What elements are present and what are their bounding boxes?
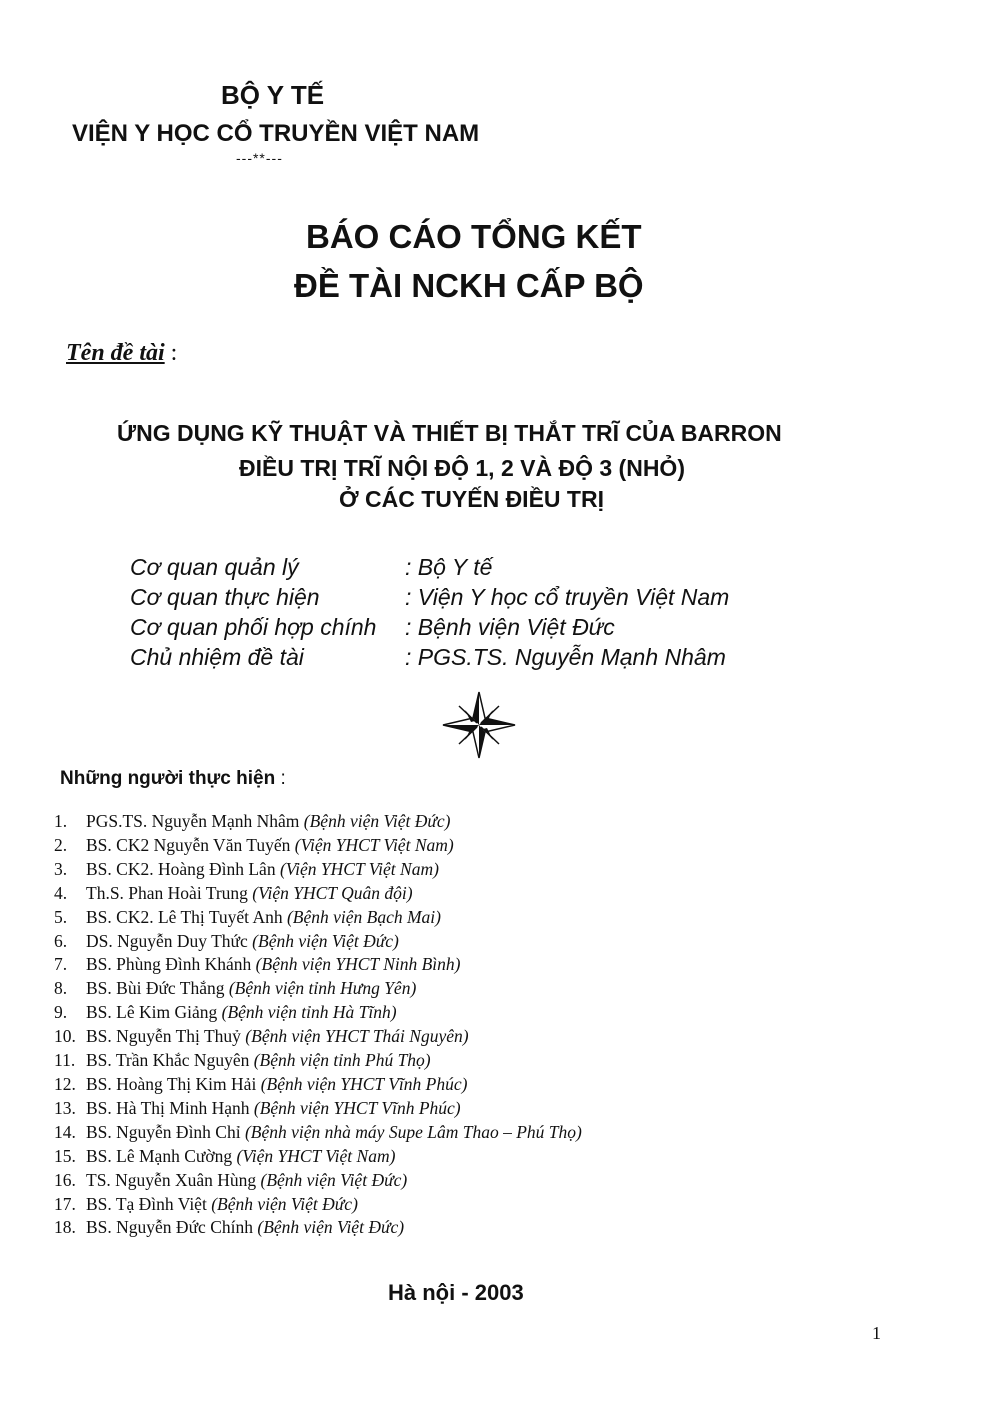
info-label: Chủ nhiệm đề tài [130, 644, 304, 670]
member-name: BS. Lê Kim Giảng [86, 1002, 218, 1023]
list-item [54, 1216, 582, 1240]
item-number: 16. [54, 1169, 76, 1190]
item-number: 8. [54, 978, 68, 999]
item-number: 11. [54, 1050, 76, 1071]
info-row-lead [130, 642, 729, 672]
member-affiliation: (Viện YHCT Việt Nam) [294, 834, 454, 855]
list-item [54, 1001, 582, 1025]
info-row-partner [130, 612, 729, 642]
list-item [54, 810, 582, 834]
member-affiliation: (Bệnh viện YHCT Thái Nguyên) [245, 1026, 469, 1047]
member-name: BS. Hoàng Thị Kim Hải [86, 1073, 257, 1094]
report-title-line-2: ĐỀ TÀI NCKH CẤP BỘ [294, 267, 644, 304]
member-name: Th.S. Phan Hoài Trung [86, 882, 248, 903]
report-title-line-1: BÁO CÁO TỔNG KẾT [306, 218, 642, 255]
member-affiliation: (Bệnh viện YHCT Ninh Bình) [255, 954, 461, 975]
item-number: 13. [54, 1097, 76, 1118]
member-name: BS. Nguyễn Thị Thuỷ [86, 1026, 241, 1047]
list-item [54, 906, 582, 930]
member-name: BS. Nguyễn Đức Chính [86, 1217, 253, 1238]
implementers-heading [60, 768, 286, 790]
list-item [54, 1169, 582, 1193]
list-item [54, 1025, 582, 1049]
member-affiliation: (Bệnh viện YHCT Vĩnh Phúc) [260, 1073, 468, 1094]
compass-rose-icon [441, 690, 517, 765]
member-affiliation: (Viện YHCT Quân đội) [252, 882, 413, 903]
topic-label-text: Tên đề tài [66, 340, 165, 366]
item-number: 12. [54, 1073, 76, 1094]
implementers-heading-text: Những người thực hiện [60, 768, 276, 789]
member-affiliation: (Bệnh viện tỉnh Hưng Yên) [228, 978, 417, 999]
list-item [54, 930, 582, 954]
list-item [54, 1049, 582, 1073]
member-affiliation: (Viện YHCT Việt Nam) [279, 858, 439, 879]
item-number: 18. [54, 1217, 76, 1238]
member-affiliation: (Bệnh viện tỉnh Hà Tĩnh) [221, 1002, 397, 1023]
member-name: BS. CK2. Lê Thị Tuyết Anh [86, 906, 283, 927]
item-number: 3. [54, 858, 68, 879]
implementers-heading-colon: : [280, 768, 286, 789]
member-affiliation: (Viện YHCT Việt Nam) [236, 1145, 396, 1166]
topic-line-3: Ở CÁC TUYẾN ĐIỀU TRỊ [339, 486, 604, 512]
item-number: 6. [54, 930, 68, 951]
item-number: 7. [54, 954, 68, 975]
info-value: : Bộ Y tế [405, 554, 493, 580]
list-item [54, 1097, 582, 1121]
item-number: 2. [54, 834, 68, 855]
info-label: Cơ quan phối hợp chính [130, 614, 377, 640]
member-affiliation: (Bệnh viện Việt Đức) [211, 1193, 358, 1214]
list-item [54, 1145, 582, 1169]
list-item [54, 1193, 582, 1217]
info-value: : Viện Y học cổ truyền Việt Nam [405, 584, 730, 610]
member-name: BS. Phùng Đình Khánh [86, 954, 252, 975]
list-item [54, 834, 582, 858]
info-label: Cơ quan quản lý [130, 554, 299, 580]
ministry-heading: BỘ Y TẾ [221, 80, 325, 110]
item-number: 1. [54, 811, 68, 831]
list-item [54, 1121, 582, 1145]
member-name: BS. CK2 Nguyễn Văn Tuyến [86, 834, 291, 855]
member-affiliation: (Bệnh viện YHCT Vĩnh Phúc) [253, 1097, 461, 1118]
institute-heading: VIỆN Y HỌC CỔ TRUYỀN VIỆT NAM [72, 120, 480, 147]
page-number: 1 [872, 1323, 881, 1343]
topic-line-2: ĐIỀU TRỊ TRĨ NỘI ĐỘ 1, 2 VÀ ĐỘ 3 (NHỎ) [239, 455, 685, 481]
topic-label [66, 340, 177, 367]
info-row-management [130, 552, 729, 582]
item-number: 15. [54, 1145, 76, 1166]
member-name: BS. Nguyễn Đình Chỉ [86, 1121, 241, 1142]
member-name: BS. CK2. Hoàng Đình Lân [86, 858, 276, 879]
list-item [54, 1073, 582, 1097]
list-item [54, 953, 582, 977]
place-and-year: Hà nội - 2003 [388, 1280, 524, 1305]
member-name: BS. Tạ Đình Việt [86, 1193, 207, 1214]
list-item [54, 882, 582, 906]
member-name: TS. Nguyễn Xuân Hùng [86, 1169, 257, 1190]
member-name: BS. Hà Thị Minh Hạnh [86, 1097, 250, 1118]
info-value: : Bệnh viện Việt Đức [405, 614, 615, 640]
member-affiliation: (Bệnh viện tỉnh Phú Thọ) [253, 1050, 431, 1071]
info-value: : PGS.TS. Nguyễn Mạnh Nhâm [405, 644, 726, 670]
header-ornament: ---**--- [236, 150, 283, 166]
item-number: 17. [54, 1193, 76, 1214]
item-number: 14. [54, 1121, 76, 1142]
member-name: DS. Nguyễn Duy Thức [86, 930, 248, 951]
info-label: Cơ quan thực hiện [130, 584, 320, 610]
list-item [54, 858, 582, 882]
member-affiliation: (Bệnh viện nhà máy Supe Lâm Thao – Phú Thọ) [244, 1121, 582, 1142]
member-affiliation: (Bệnh viện Việt Đức) [303, 811, 451, 831]
item-number: 4. [54, 882, 68, 903]
member-name: PGS.TS. Nguyễn Mạnh Nhâm [86, 811, 300, 831]
list-item [54, 977, 582, 1001]
member-name: BS. Lê Mạnh Cường [86, 1145, 233, 1166]
topic-label-colon: : [170, 340, 178, 366]
project-info-block [130, 552, 729, 672]
member-affiliation: (Bệnh viện Bạch Mai) [286, 906, 441, 927]
topic-line-1: ỨNG DỤNG KỸ THUẬT VÀ THIẾT BỊ THẮT TRĨ CỦA BARRON [117, 420, 782, 446]
member-affiliation: (Bệnh viện Việt Đức) [257, 1217, 405, 1238]
info-row-executing [130, 582, 729, 612]
item-number: 5. [54, 906, 68, 927]
item-number: 9. [54, 1002, 68, 1023]
member-affiliation: (Bệnh viện Việt Đức) [260, 1169, 408, 1190]
member-name: BS. Bùi Đức Thắng [86, 978, 225, 999]
item-number: 10. [54, 1026, 76, 1047]
member-name: BS. Trần Khắc Nguyên [86, 1050, 250, 1071]
member-affiliation: (Bệnh viện Việt Đức) [252, 930, 399, 951]
implementers-list [54, 810, 582, 1240]
